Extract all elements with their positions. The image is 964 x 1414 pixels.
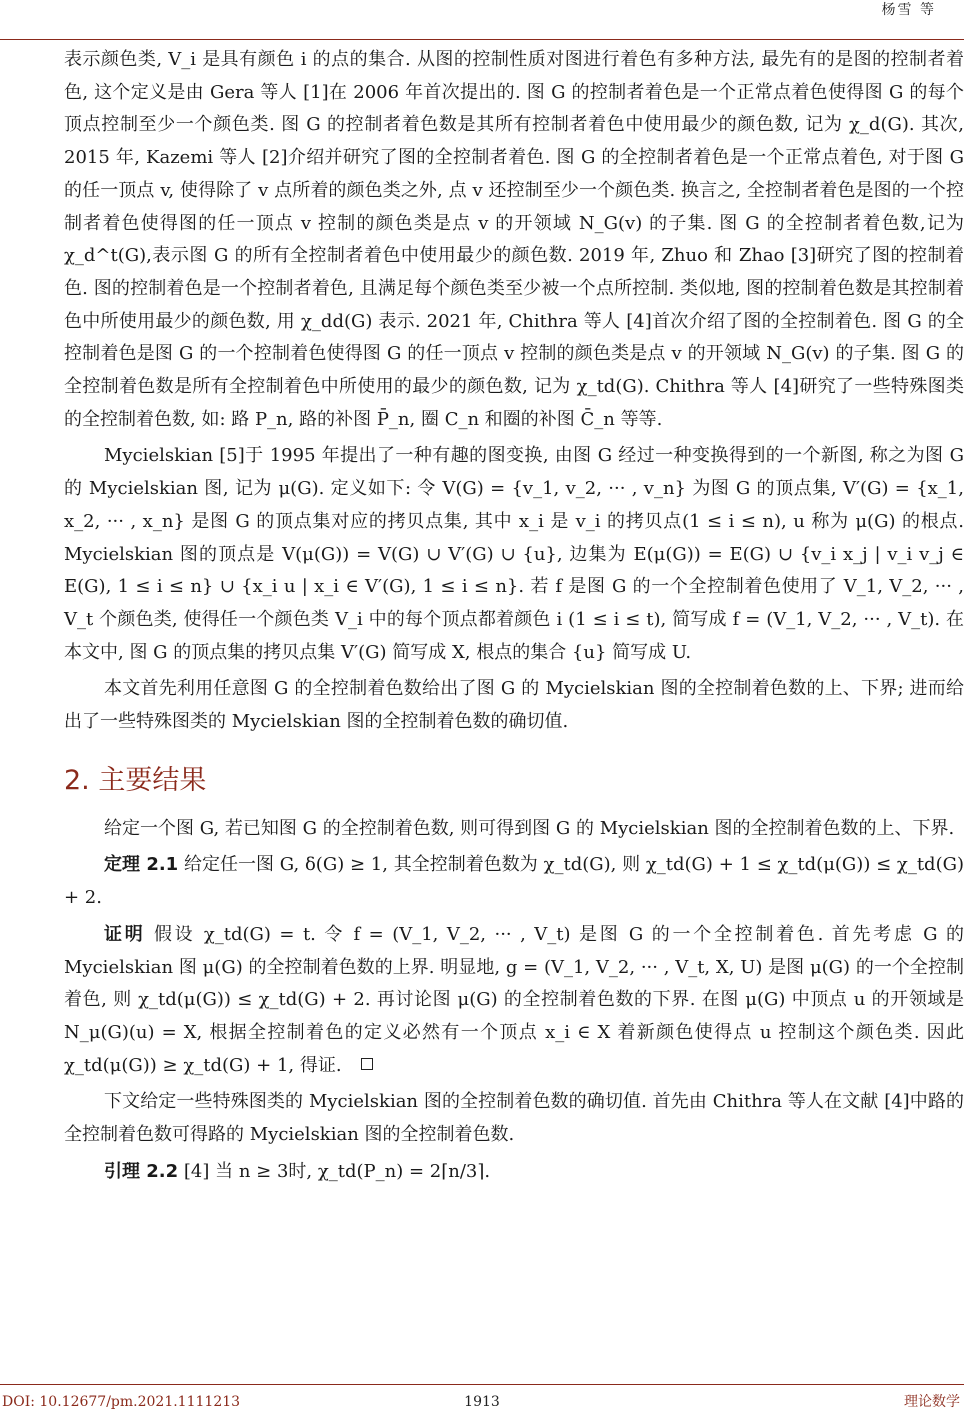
theorem-2-1 <box>64 849 964 914</box>
lemma-label: 引理 2.2 <box>104 1160 179 1182</box>
footer-rule <box>0 1384 964 1385</box>
article-body <box>64 44 964 1193</box>
proof-label: 证明 <box>104 923 146 945</box>
intro-paragraph-2: Mycielskian [5]于 1995 年提出了一种有趣的图变换, 由图 G 经过一种变换得到的一个新图, 称之为图 G 的 Mycielskian 图, 记为 μ(G). 定义如下: 令 V(G) = {v_1, v_2, ··· , v_n} 为图 G 的顶点集, V′(G) = {x_1, x_2, ··· , x_n} 是图 G 的顶点集对应的拷贝点集, 其中 x_i 是 v_i 的拷贝点(1 ≤ i ≤ n), u 称为 μ(G) 的根点. Mycielskian 图的顶点是 V(μ(G)) = V(G) ∪ V′(G) ∪ {u}, 边集为 E(μ(G)) = E(G) ∪ {v_i x_j | v_i v_j ∈ E(G), 1 ≤ i ≤ n} ∪ {x_i u | x_i ∈ V′(G), 1 ≤ i ≤ n}. 若 f 是图 G 的一个全控制着色使用了 V_1, V_2, ··· , V_t 个颜色类, 使得任一个颜色类 V_i 中的每个顶点都着颜色 i (1 ≤ i ≤ t), 简写成 f = (V_1, V_2, ··· , V_t). 在本文中, 图 G 的顶点集的拷贝点集 V′(G) 简写成 X, 根点的集合 {u} 简写成 U. <box>64 445 964 663</box>
lemma-body: [4] 当 n ≥ 3时, χ_td(P_n) = 2⌈n/3⌉. <box>183 1160 491 1182</box>
journal-name: 理论数学 <box>904 1394 960 1410</box>
header-rule <box>0 39 964 40</box>
theorem-label: 定理 2.1 <box>104 854 179 876</box>
lemma-2-2 <box>64 1156 964 1189</box>
running-head-authors: 杨雪 等 <box>881 2 936 18</box>
doi-link[interactable]: DOI: 10.12677/pm.2021.1111213 <box>2 1394 241 1410</box>
intro-paragraph-1: 表示颜色类, V_i 是具有颜色 i 的点的集合. 从图的控制性质对图进行着色有多种方法, 最先有的是图的控制者着色, 这个定义是由 Gera 等人 [1]在 2006 年首次提出的. 图 G 的控制者着色是一个正常点着色使得图 G 的每个顶点控制至少一个颜色类. 图 G 的控制者着色数是其所有控制者着色中使用最少的颜色数, 记为 χ_d(G). 其次, 2015 年, Kazemi 等人 [2]介绍并研究了图的全控制者着色. 图 G 的全控制者着色是一个正常点着色, 对于图 G 的任一顶点 v, 使得除了 v 点所着的颜色类之外, 点 v 还控制至少一个颜色类. 换言之, 全控制者着色是图的一个控制者着色使得图的任一顶点 v 控制的颜色类是点 v 的开领域 N_G(v) 的子集. 图 G 的全控制者着色数,记为 χ_d^t(G),表示图 G 的所有全控制者着色中使用最少的颜色数. 2019 年, Zhuo 和 Zhao [3]研究了图的控制着色. 图的控制着色是一个控制者着色, 且满足每个颜色类至少被一个点所控制. 类似地, 图的控制着色数是其控制着色中所使用最少的颜色数, 用 χ_dd(G) 表示. 2021 年, Chithra 等人 [4]首次介绍了图的全控制着色. 图 G 的全控制着色是图 G 的一个控制着色使得图 G 的任一顶点 v 控制的颜色类是点 v 的开领域 N_G(v) 的子集. 图 G 的全控制着色数是所有全控制着色中所使用的最少的颜色数, 记为 χ_td(G). Chithra 等人 [4]研究了一些特殊图类的全控制着色数, 如: 路 P_n, 路的补图 P̄_n, 圈 C_n 和圈的补图 C̄_n 等等. <box>64 49 964 430</box>
theorem-body: 给定任一图 G, δ(G) ≥ 1, 其全控制着色数为 χ_td(G), 则 χ_td(G) + 1 ≤ χ_td(μ(G)) ≤ χ_td(G) + 2. <box>64 854 964 909</box>
section-title: 2. 主要结果 <box>64 764 207 796</box>
page-number: 1913 <box>464 1394 500 1410</box>
intro-paragraph-3: 本文首先利用任意图 G 的全控制着色数给出了图 G 的 Mycielskian 图的全控制着色数的上、下界; 进而给出了一些特殊图类的 Mycielskian 图的全控制着色数的确切值. <box>64 678 964 733</box>
special-classes-paragraph: 下文给定一些特殊图类的 Mycielskian 图的全控制着色数的确切值. 首先由 Chithra 等人在文献 [4]中路的全控制着色数可得路的 Mycielskian 图的全控制着色数. <box>64 1091 964 1146</box>
page-footer <box>0 1392 964 1412</box>
section-intro-paragraph: 给定一个图 G, 若已知图 G 的全控制着色数, 则可得到图 G 的 Mycielskian 图的全控制着色数的上、下界. <box>104 817 955 839</box>
proof-paragraph <box>64 919 964 1083</box>
qed-square-icon <box>361 1058 373 1070</box>
proof-body: 假设 χ_td(G) = t. 令 f = (V_1, V_2, ··· , V_t) 是图 G 的一个全控制着色. 首先考虑 G 的 Mycielskian 图 μ(G) 的全控制着色数的上界. 明显地, g = (V_1, V_2, ··· , V_t, X, U) 是图 μ(G) 的一个全控制着色, 则 χ_td(μ(G)) ≤ χ_td(G) + 2. 再讨论图 μ(G) 的全控制着色数的下界. 在图 μ(G) 中顶点 u 的开领域是 N_μ(G)(u) = X, 根据全控制着色的定义必然有一个顶点 x_i ∈ X 着新颜色使得点 u 控制这个颜色类. 因此 χ_td(μ(G)) ≥ χ_td(G) + 1, 得证. <box>64 923 964 1076</box>
